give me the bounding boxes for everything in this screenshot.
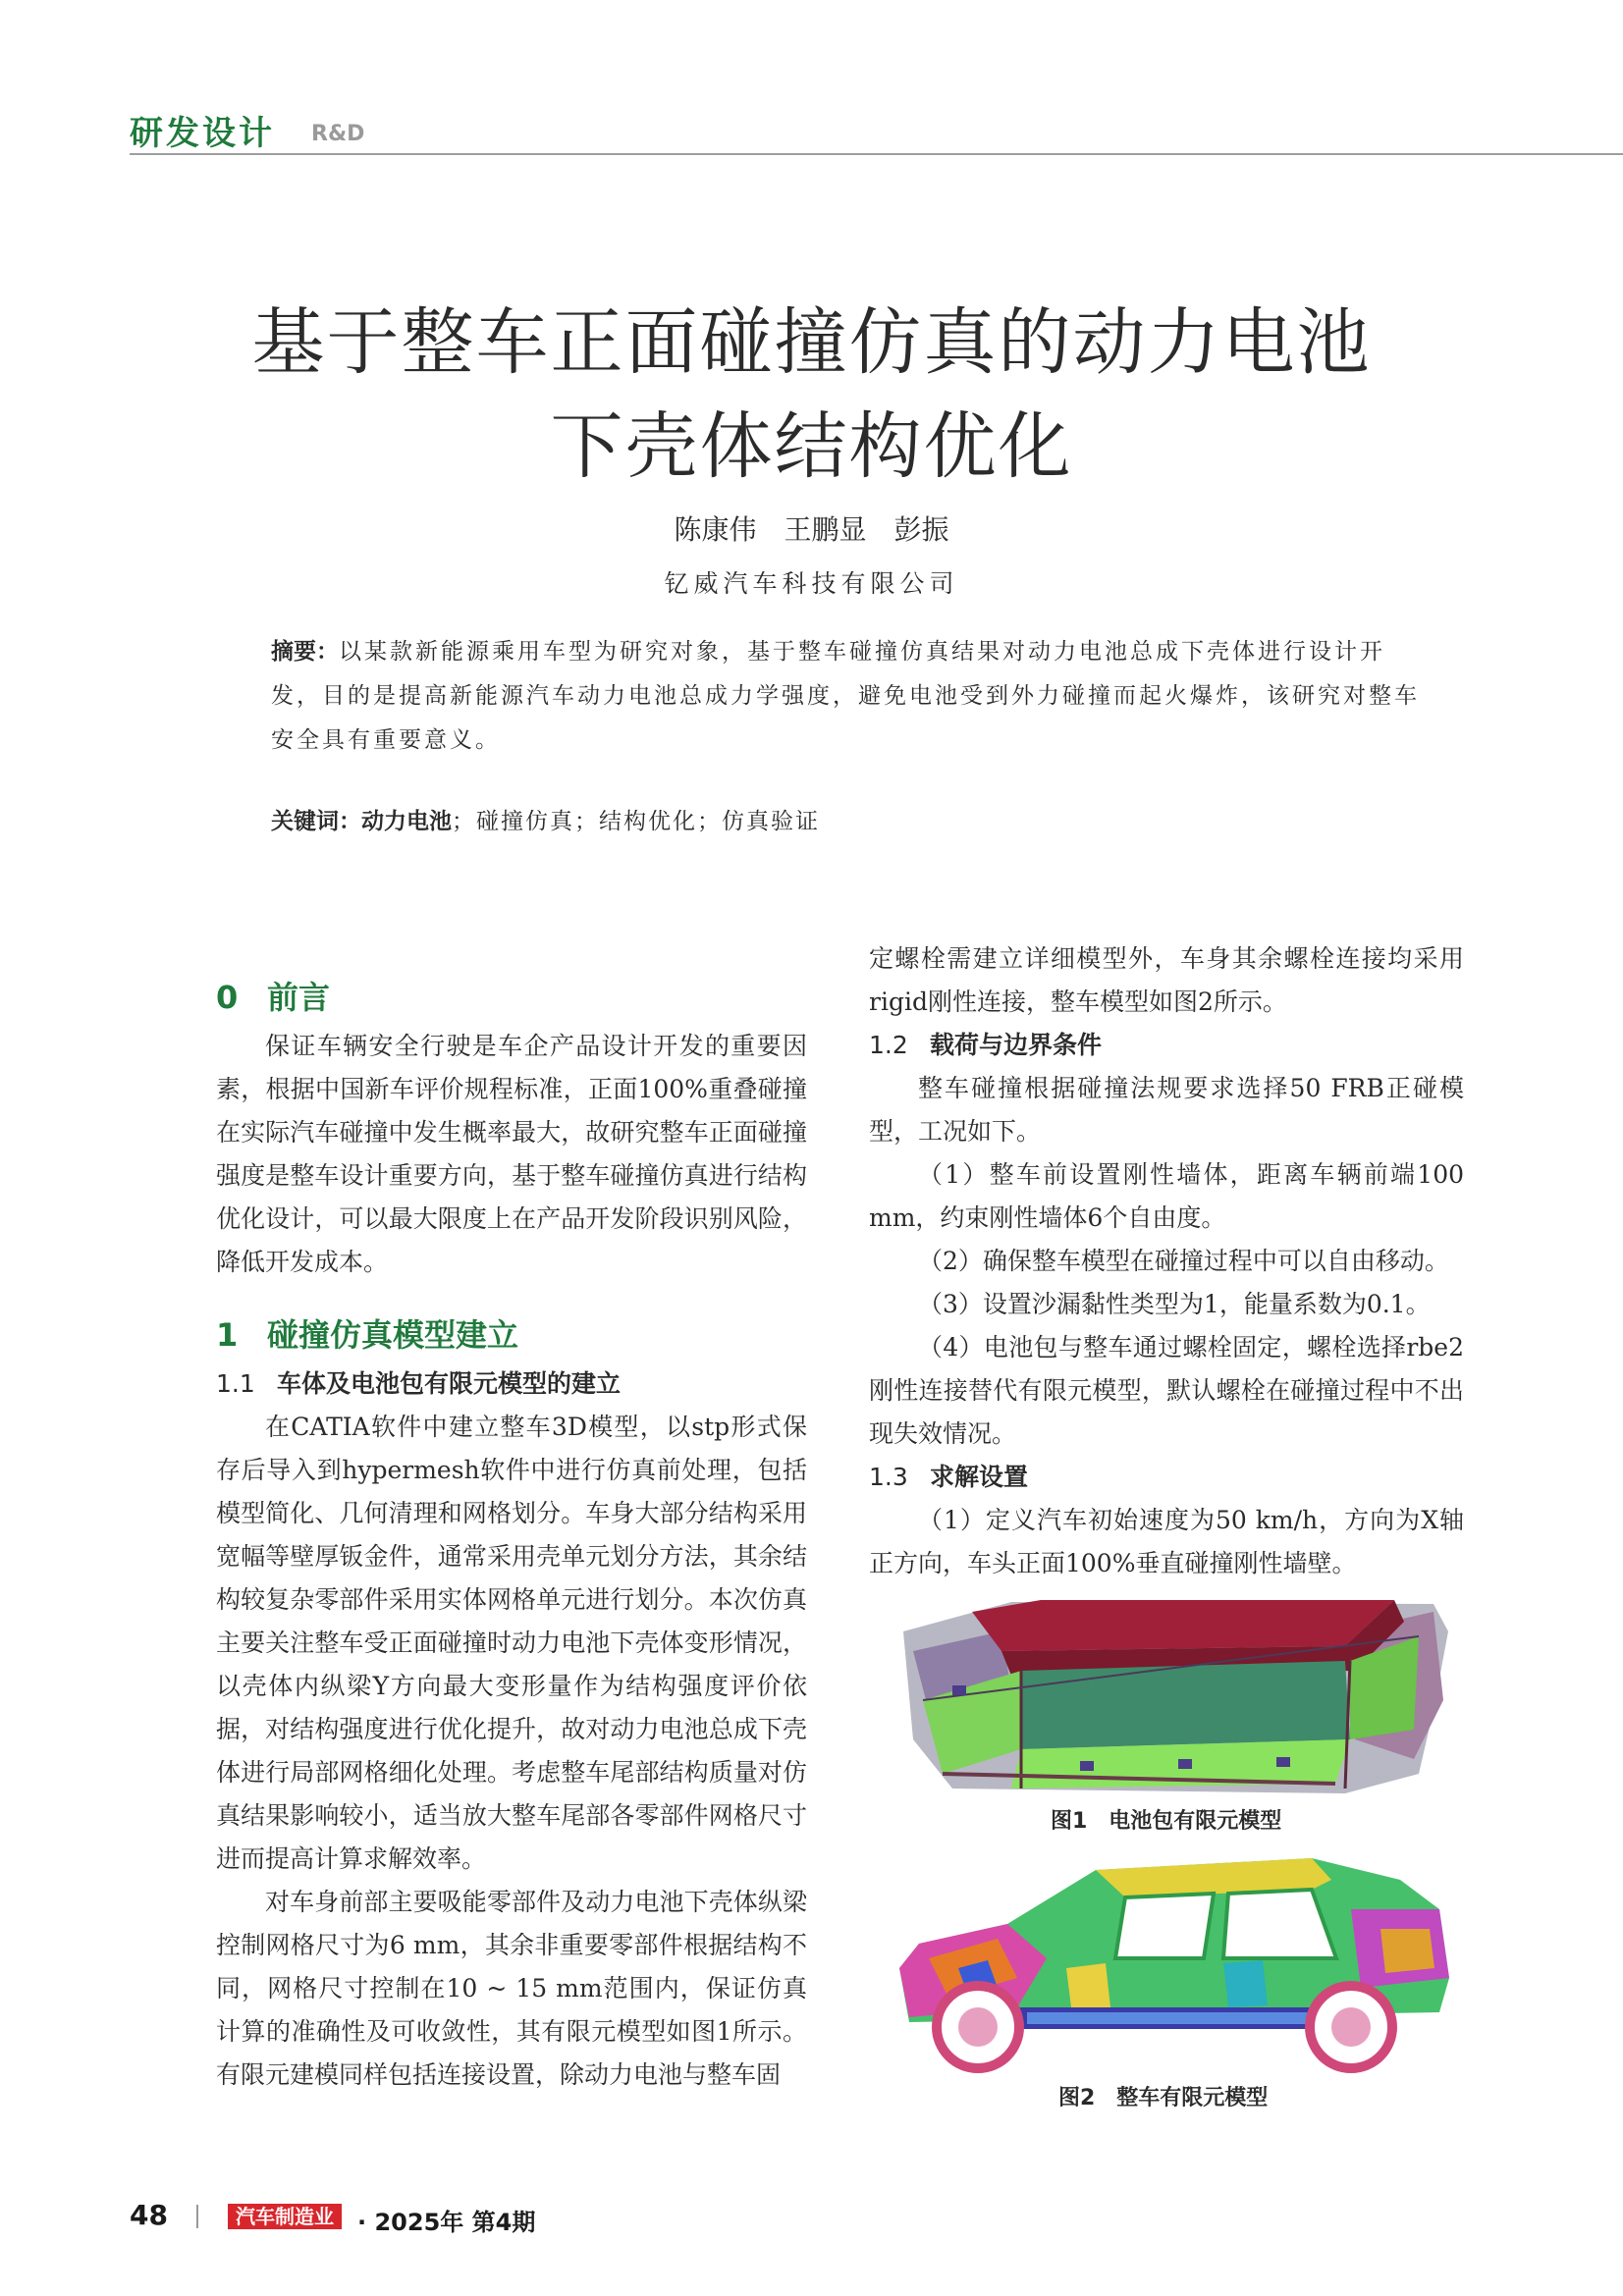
figure-2-caption: 图2 整车有限元模型 — [1058, 2086, 1269, 2110]
abstract — [271, 630, 1430, 763]
section-header — [130, 106, 1623, 155]
keyword-primary: 动力电池 — [361, 809, 452, 834]
paragraph: 整车碰撞根据碰撞法规要求选择50 FRB正碰模型，工况如下。 — [869, 1074, 1464, 1146]
battery-pack-model-figure — [884, 1592, 1453, 1796]
paragraph: 在CATIA软件中建立整车3D模型，以stp形式保存后导入到hypermesh软件中进行仿真前处理，包括模型简化、几何清理和网格划分。车身大部分结构采用宽幅等壁厚钣金件，通常采用壳单元划分方法，其余结构较复杂零部件采用实体网格单元进行划分。本次仿真主要关注整车受正面碰撞时动力电池下壳体变形情况，以壳体内纵梁Y方向最大变形量作为结构强度评价依据，对结构强度进行优化提升，故对动力电池总成下壳体进行局部网格细化处理。考虑整车尾部结构质量对仿真结果影响较小，适当放大整车尾部各零部件网格尺寸进而提高计算求解效率。 — [216, 1413, 807, 1873]
issue-info: · 2025年 第4期 — [357, 2209, 536, 2236]
header-divider — [130, 153, 1623, 155]
list-item: （2）确保整车模型在碰撞过程中可以自由移动。 — [918, 1247, 1449, 1275]
affiliation: 钇威汽车科技有限公司 — [664, 569, 959, 598]
article-title-line-2: 下壳体结构优化 — [550, 404, 1073, 489]
magazine-logo: 汽车制造业 — [228, 2204, 342, 2229]
footer-divider — [196, 2205, 198, 2228]
list-item: （3）设置沙漏黏性类型为1，能量系数为0.1。 — [918, 1290, 1431, 1318]
list-item: （1）整车前设置刚性墙体，距离车辆前端100 mm，约束刚性墙体6个自由度。 — [869, 1160, 1464, 1232]
list-item: （1）定义汽车初始速度为50 km/h，方向为X轴正方向，车头正面100%垂直碰撞刚性墙壁。 — [869, 1506, 1464, 1577]
right-column — [869, 937, 1464, 1585]
abstract-label: 摘要： — [271, 639, 339, 665]
keywords — [271, 803, 820, 835]
heading-section-0: 0 前言 — [216, 979, 331, 1016]
left-column — [216, 970, 807, 2097]
section-title-en: R&D — [311, 122, 365, 146]
heading-section-1-2: 1.2 载荷与边界条件 — [869, 1031, 1103, 1059]
heading-section-1-1: 1.1 车体及电池包有限元模型的建立 — [216, 1369, 622, 1398]
authors: 陈康伟 王鹏显 彭振 — [674, 513, 949, 546]
heading-section-1-3: 1.3 求解设置 — [869, 1463, 1029, 1491]
paragraph: 定螺栓需建立详细模型外，车身其余螺栓连接均采用rigid刚性连接，整车模型如图2所示。 — [869, 944, 1464, 1016]
abstract-text: 以某款新能源乘用车型为研究对象，基于整车碰撞仿真结果对动力电池总成下壳体进行设计开发，目的是提高新能源汽车动力电池总成力学强度，避免电池受到外力碰撞而起火爆炸，该研究对整车安全具有重要意义。 — [271, 639, 1420, 753]
figure-1-caption: 图1 电池包有限元模型 — [1051, 1809, 1282, 1834]
section-title-cn: 研发设计 — [130, 114, 275, 153]
page-footer — [130, 2199, 817, 2234]
paragraph: 保证车辆安全行驶是车企产品设计开发的重要因素，根据中国新车评价规程标准，正面100%重叠碰撞在实际汽车碰撞中发生概率最大，故研究整车正面碰撞强度是整车设计重要方向，基于整车碰撞仿真进行结构优化设计，可以最大限度上在产品开发阶段识别风险，降低开发成本。 — [216, 1032, 807, 1276]
heading-section-1: 1 碰撞仿真模型建立 — [216, 1316, 519, 1354]
keywords-label: 关键词： — [271, 809, 361, 834]
keywords-rest: ；碰撞仿真；结构优化；仿真验证 — [452, 809, 820, 834]
paragraph: 对车身前部主要吸能零部件及动力电池下壳体纵梁控制网格尺寸为6 mm，其余非重要零部件根据结构不同，网格尺寸控制在10 ~ 15 mm范围内，保证仿真计算的准确性及可收敛性，其有限元模型如图1所示。有限元建模同样包括连接设置，除动力电池与整车固 — [216, 1888, 807, 2089]
article-title-line-1: 基于整车正面碰撞仿真的动力电池 — [251, 300, 1372, 385]
list-item: （4）电池包与整车通过螺栓固定，螺栓选择rbe2刚性连接替代有限元模型，默认螺栓在碰撞过程中不出现失效情况。 — [869, 1333, 1464, 1448]
page-number: 48 — [130, 2199, 168, 2231]
vehicle-model-figure — [890, 1850, 1453, 2076]
